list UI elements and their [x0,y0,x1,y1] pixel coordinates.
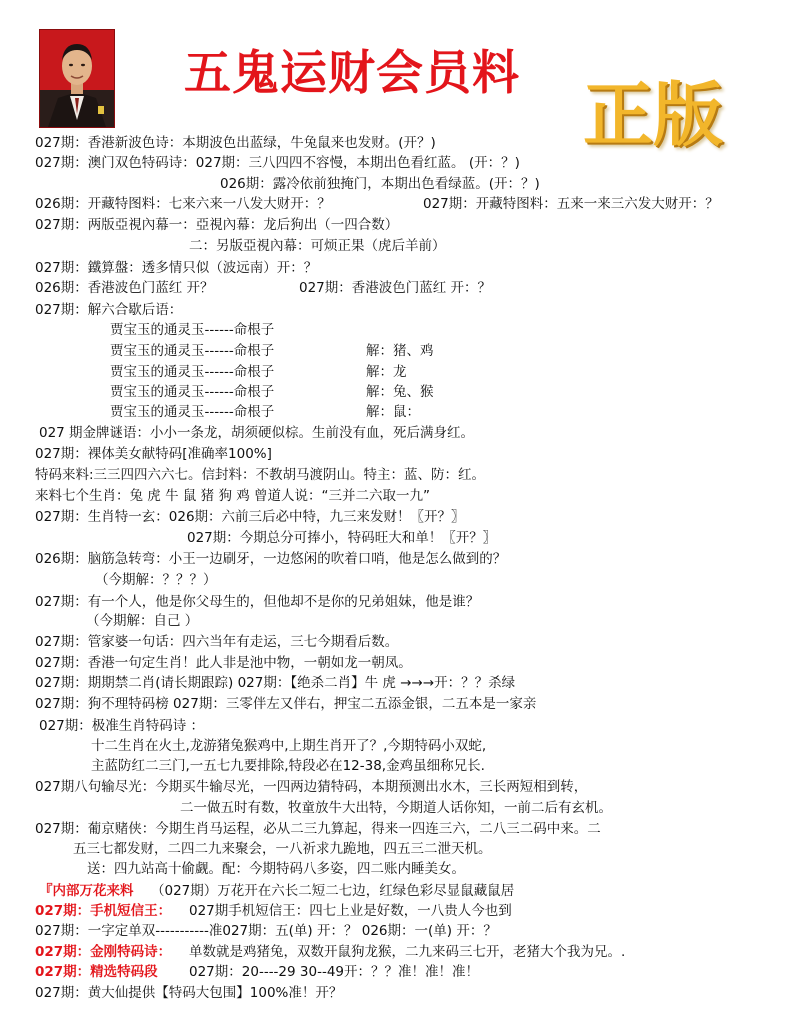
text-line: 027期：香港新波色诗：本期波色出蓝绿，牛兔鼠来也发财。(开？) [35,135,436,151]
text-line: 027期：期期禁二肖(请长期跟踪) 027期：【绝杀二肖】牛 虎 →→→开：？？杀绿 [35,675,516,691]
text-line: 027期：今期总分可捧小，特码旺大和单！〖开？〗 [187,530,497,546]
text-line: 027期：澳门双色特码诗：027期：三八四四不容慢，本期出色看红蓝。 (开：？) [35,155,520,171]
text-line: 027期：金刚特码诗： [35,944,172,960]
text-line: 027期：解六合歇后语： [35,302,183,318]
text-line: 二一做五时有数，牧童放牛大出特，今期道人话你知，一前二后有玄机。 [180,800,612,816]
text-line: 027期：香港波色门蓝红 开：？ [299,280,492,296]
text-line: 027期：鐵算盤：透多情只似（波远南）开：？ [35,260,318,276]
text-line: 027期：开藏特图料：五来一来三六发大财开：？ [423,196,719,212]
text-line: 027期：葡京赌侠：今期生肖马运程，必从二三九算起，得来一四连三六，二八三二码中来。二 [35,821,601,837]
text-line: 贾宝玉的通灵玉------命根子 [110,404,275,420]
text-line: 027期：狗不理特码榜 027期：三零伴左又伴右，押宝二五添金银，二五本是一家亲 [35,696,537,712]
text-line: 解：猪、鸡 [366,343,434,359]
text-line: 027期：手机短信王： [35,903,172,919]
text-line: 特码来料:三三四四六六七。信封料：不教胡马渡阴山。特主：蓝、防：红。 [35,467,486,483]
text-line: （027期）万花开在六长二短二七边，红绿色彩尽显鼠藏鼠居 [151,883,515,899]
text-line: 027期：20----29 30--49开：？？准！准！准！ [189,964,479,980]
text-line: 026期：露冷依前独掩门，本期出色看绿蓝。(开：？) [220,176,540,192]
text-line: 027期：黄大仙提供【特码大包围】100%准！开？ [35,985,343,1001]
text-line: 027期：裸体美女献特码[准确率100%] [35,446,272,462]
text-line: 贾宝玉的通灵玉------命根子 [110,343,275,359]
text-line: （今期解：？？？） [95,572,217,588]
text-line: 解：龙 [366,364,407,380]
text-line: 027期八句输尽光：今期买牛输尽光，一四两边猜特码，本期预测出水木，三长两短相到转， [35,779,588,795]
text-line: 解：兔、猴 [366,384,434,400]
text-line: 027期：管家婆一句话：四六当年有走运，三七今期看后数。 [35,634,399,650]
text-line: 二：另版亞視內幕：可烦正果（虎后羊前） [189,238,446,254]
text-line: 贾宝玉的通灵玉------命根子 [110,322,275,338]
text-line: 贾宝玉的通灵玉------命根子 [110,364,275,380]
genuine-stamp: 正版 [583,73,723,156]
text-line: 单数就是鸡猪兔，双数开鼠狗龙猴，二九来码三七开，老猪大个我为兄。. [189,944,626,960]
text-line: 送：四九站高十偷觑。配：今期特码八多姿，四二账内睡美女。 [87,861,465,877]
text-line: 五三七都发财，二四二九来聚会，一八祈求九跪地，四五三二泄天机。 [73,841,492,857]
text-line: 027期：有一个人，他是你父母生的，但他却不是你的兄弟姐妹，他是谁？ [35,594,480,610]
text-line: 贾宝玉的通灵玉------命根子 [110,384,275,400]
text-line: 027期手机短信王：四七上业是好数，一八贵人今也到 [189,903,512,919]
text-line: 『内部万花来料 [39,883,134,899]
text-line: 解：鼠： [366,404,420,420]
text-line: 主蓝防红二三门,一五七九要排除,特段必在12-38,金鸡虽细称兄长. [91,758,485,774]
text-line: 027期：极准生肖特码诗 ： [39,718,205,734]
text-line: 026期：脑筋急转弯：小王一边刷牙，一边悠闲的吹着口哨，他是怎么做到的？ [35,551,507,567]
text-line: 026期：开藏特图料：七来六来一八发大财开：？ [35,196,331,212]
text-line: 027期：生肖特一玄：026期：六前三后必中特，九三来发财！〖开？〗 [35,509,465,525]
text-line: 027期：香港一句定生肖！此人非是池中物，一朝如龙一朝凤。 [35,655,412,671]
page-title: 五鬼运财会员料 [184,46,520,101]
text-line: （今期解：自己 ） [86,613,199,629]
text-line: 027期：两版亞視內幕一：亞視內幕：龙后狗出（一四合数） [35,217,399,233]
text-line: 027期：精选特码段 [35,964,158,980]
text-line: 来料七个生肖：兔 虎 牛 鼠 猪 狗 鸡 曾道人说：“三并二六取一九” [35,488,431,504]
text-line: 027 期金牌谜语：小小一条龙，胡须硬似棕。生前没有血，死后满身红。 [39,425,475,441]
text-line: 十二生肖在火土,龙游猪兔猴鸡中,上期生肖开了？,今期特码小双蛇, [91,738,487,754]
text-line: 027期：一字定单双-----------准027期：五(单) 开：？ 026期：一(单) 开：？ [35,923,497,939]
text-line: 026期：香港波色门蓝红 开？ [35,280,214,296]
